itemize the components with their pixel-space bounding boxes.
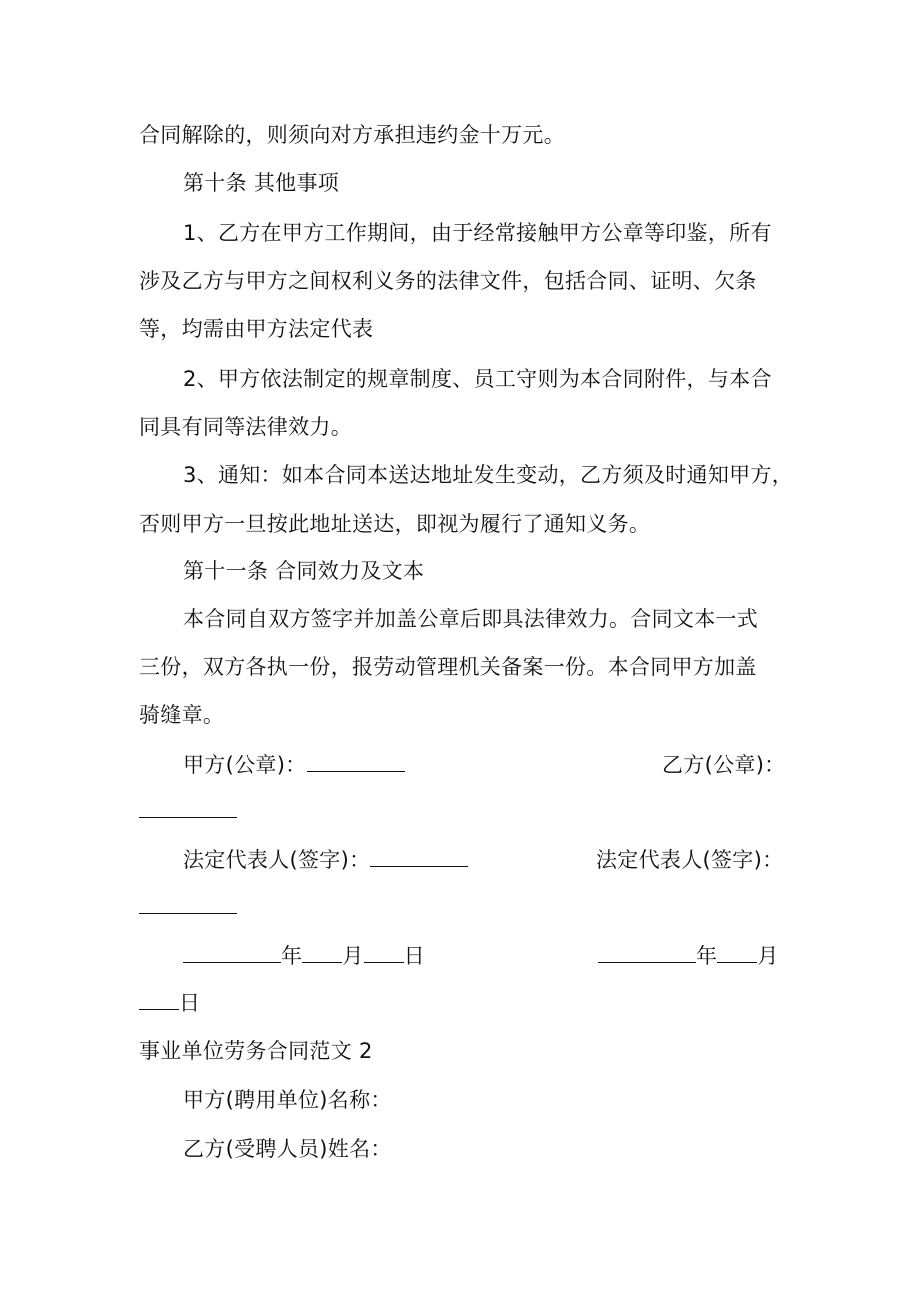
article-11-title: 第十一条 合同效力及文本 (183, 559, 425, 583)
paragraph-line: 合同解除的，则须向对方承担违约金十万元。 (139, 123, 565, 147)
date-b-year-blank (598, 942, 696, 963)
item-2-line-1: 2、甲方依法制定的规章制度、员工守则为本合同附件，与本合 (183, 367, 772, 391)
date-a-year-label: 年 (281, 944, 303, 968)
date-a-year-blank (183, 942, 281, 963)
date-a-day-label: 日 (403, 944, 425, 968)
item-3-line-2: 否则甲方一旦按此地址送达，即视为履行了通知义务。 (139, 512, 651, 536)
legal-rep-b-label: 法定代表人(签字)： (596, 848, 784, 872)
article-11-line-3: 骑缝章。 (139, 703, 225, 727)
legal-rep-a-label: 法定代表人(签字)： (183, 848, 371, 872)
article-10-title: 第十条 其他事项 (183, 171, 340, 195)
date-b-day-line (139, 988, 200, 1018)
article-11-line-2: 三份，双方各执一份，报劳动管理机关备案一份。本合同甲方加盖 (139, 655, 757, 679)
legal-rep-a-line (183, 845, 468, 875)
item-1-line-2: 涉及乙方与甲方之间权利义务的法律文件，包括合同、证明、欠条 (139, 269, 757, 293)
date-b-line (598, 941, 779, 971)
legal-rep-a-blank (370, 846, 468, 867)
date-b-month-blank (717, 942, 757, 963)
date-b-year-label: 年 (696, 944, 718, 968)
section-2-party-a: 甲方(聘用单位)名称： (183, 1088, 392, 1112)
party-a-seal-blank (307, 751, 405, 772)
party-a-seal-line (183, 750, 405, 780)
legal-rep-b-line (139, 892, 237, 922)
section-2-title: 事业单位劳务合同范文 2 (139, 1039, 373, 1063)
date-b-day-label: 日 (179, 991, 201, 1015)
party-b-seal-blank (139, 797, 237, 818)
date-b-day-blank (139, 989, 179, 1010)
article-11-line-1: 本合同自双方签字并加盖公章后即具法律效力。合同文本一式 (183, 607, 759, 631)
item-1-line-1: 1、乙方在甲方工作期间，由于经常接触甲方公章等印鉴，所有 (183, 221, 772, 245)
date-b-month-label: 月 (757, 944, 779, 968)
date-a-month-label: 月 (342, 944, 364, 968)
legal-rep-b-blank (139, 893, 237, 914)
item-3-line-1: 3、通知：如本合同本送达地址发生变动，乙方须及时通知甲方， (183, 463, 794, 487)
date-a-day-blank (364, 942, 404, 963)
party-b-seal-label: 乙方(公章)： (662, 753, 786, 777)
date-a-line (183, 941, 425, 971)
item-1-line-3: 等，均需由甲方法定代表 (139, 317, 374, 341)
party-b-seal-line (139, 796, 237, 826)
item-2-line-2: 同具有同等法律效力。 (139, 415, 352, 439)
section-2-party-b: 乙方(受聘人员)姓名： (183, 1137, 392, 1161)
party-a-seal-label: 甲方(公章)： (183, 753, 307, 777)
date-a-month-blank (302, 942, 342, 963)
